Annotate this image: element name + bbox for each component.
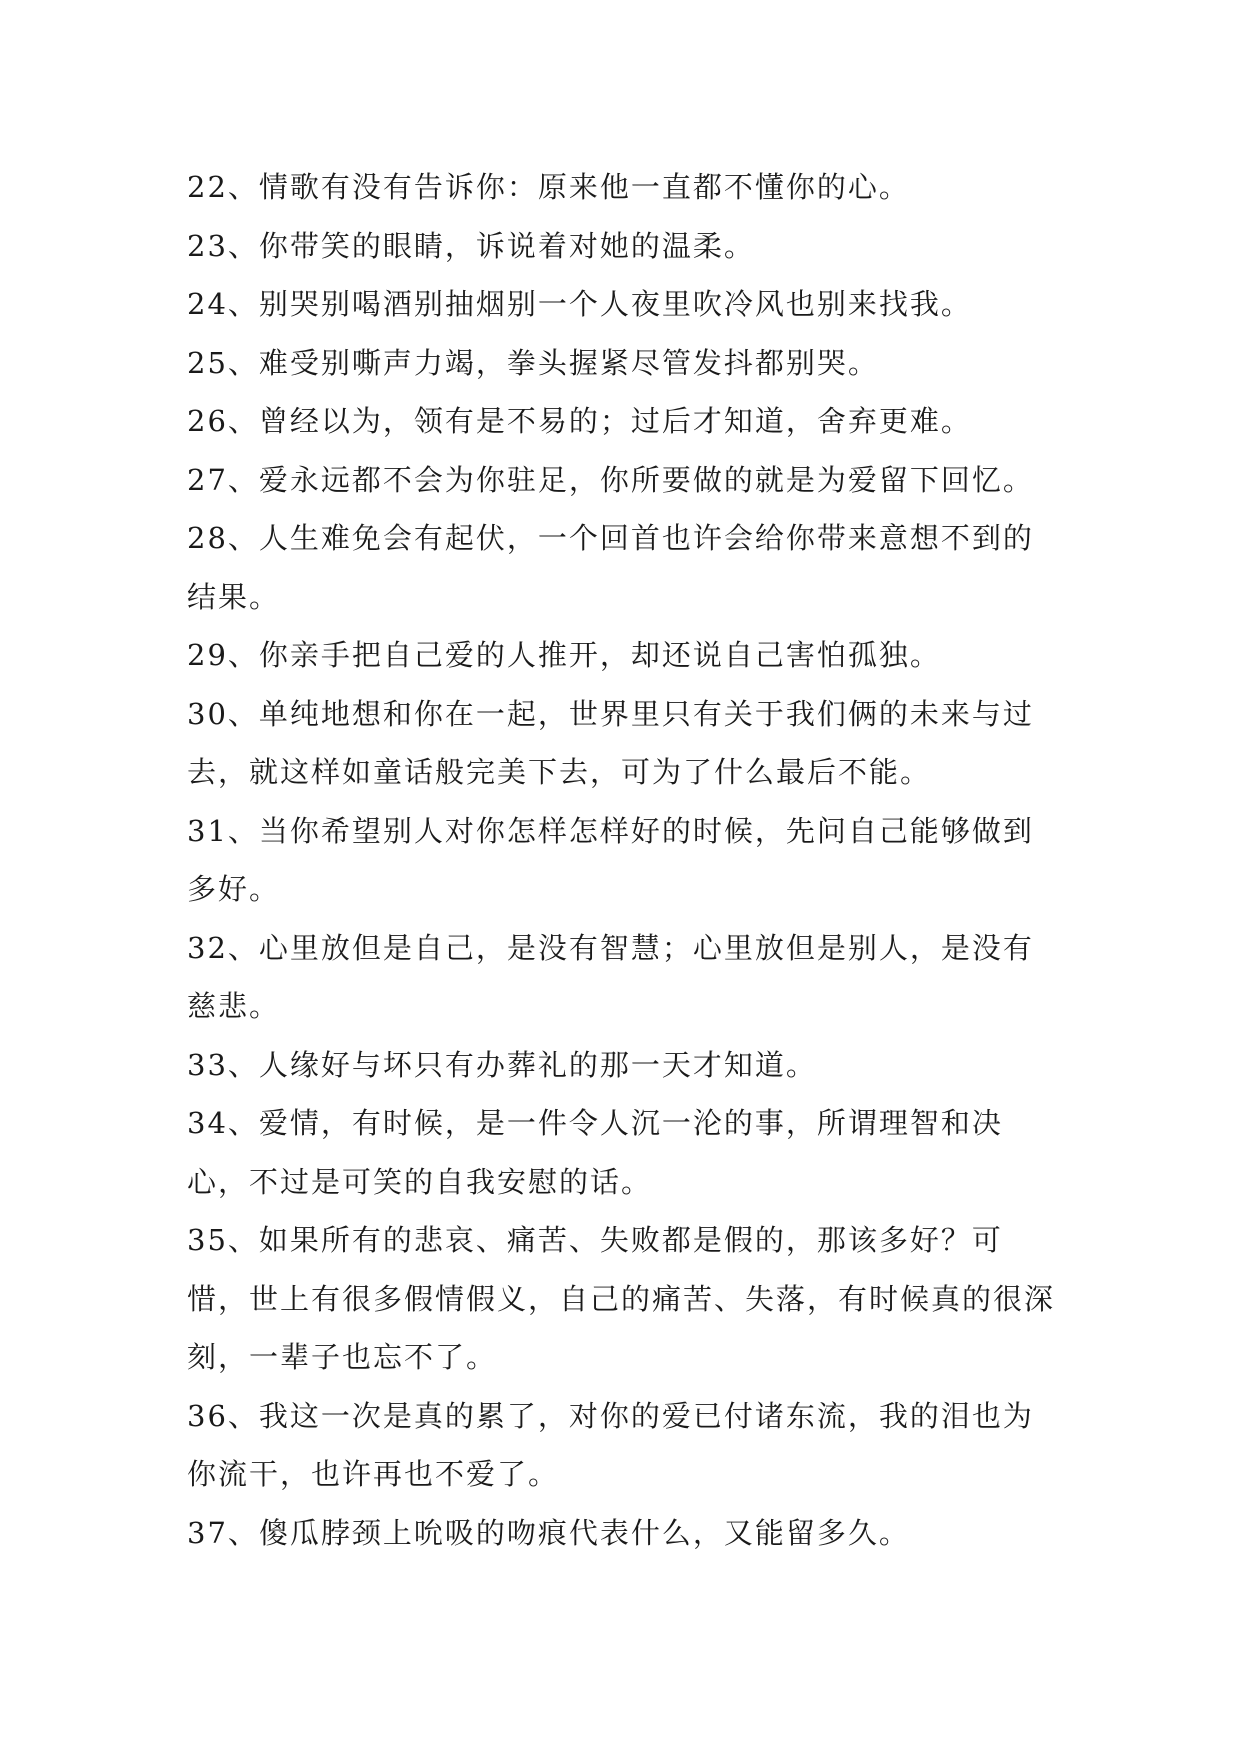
quote-entry-29: 29、你亲手把自己爱的人推开，却还说自己害怕孤独。	[187, 638, 941, 672]
quote-entry-30: 30、单纯地想和你在一起，世界里只有关于我们俩的未来与过去，就这样如童话般完美下去，可为了什么最后不能。	[187, 696, 1034, 789]
quote-entry-23: 23、你带笑的眼睛，诉说着对她的温柔。	[187, 228, 755, 263]
quote-entry-27: 27、爱永远都不会为你驻足，你所要做的就是为爱留下回忆。	[187, 462, 1034, 497]
quote-entry-36: 36、我这一次是真的累了，对你的爱已付诸东流，我的泪也为你流干，也许再也不爱了。	[187, 1398, 1034, 1491]
quote-entry-34: 34、爱情，有时候，是一件令人沉一沦的事，所谓理智和决心，不过是可笑的自我安慰的话。	[187, 1106, 1003, 1199]
quote-entry-25: 25、难受别嘶声力竭，拳头握紧尽管发抖都别哭。	[187, 345, 879, 380]
document-body	[187, 158, 1057, 1562]
quote-entry-33: 33、人缘好与坏只有办葬礼的那一天才知道。	[187, 1047, 817, 1082]
quote-entry-28: 28、人生难免会有起伏，一个回首也许会给你带来意想不到的结果。	[187, 521, 1034, 614]
quote-entry-35: 35、如果所有的悲哀、痛苦、失败都是假的，那该多好？可惜，世上有很多假情假义，自己的痛苦、失落，有时候真的很深刻，一辈子也忘不了。	[187, 1223, 1056, 1374]
quote-entry-32: 32、心里放但是自己，是没有智慧；心里放但是别人，是没有慈悲。	[187, 930, 1034, 1023]
quote-entry-37: 37、傻瓜脖颈上吮吸的吻痕代表什么，又能留多久。	[187, 1515, 910, 1550]
quote-entry-26: 26、曾经以为，领有是不易的；过后才知道，舍弃更难。	[187, 404, 972, 438]
quote-entry-31: 31、当你希望别人对你怎样怎样好的时候，先问自己能够做到多好。	[187, 813, 1034, 906]
quote-entry-24: 24、别哭别喝酒别抽烟别一个人夜里吹冷风也别来找我。	[187, 287, 972, 321]
quote-entry-22: 22、情歌有没有告诉你：原来他一直都不懂你的心。	[187, 170, 910, 204]
